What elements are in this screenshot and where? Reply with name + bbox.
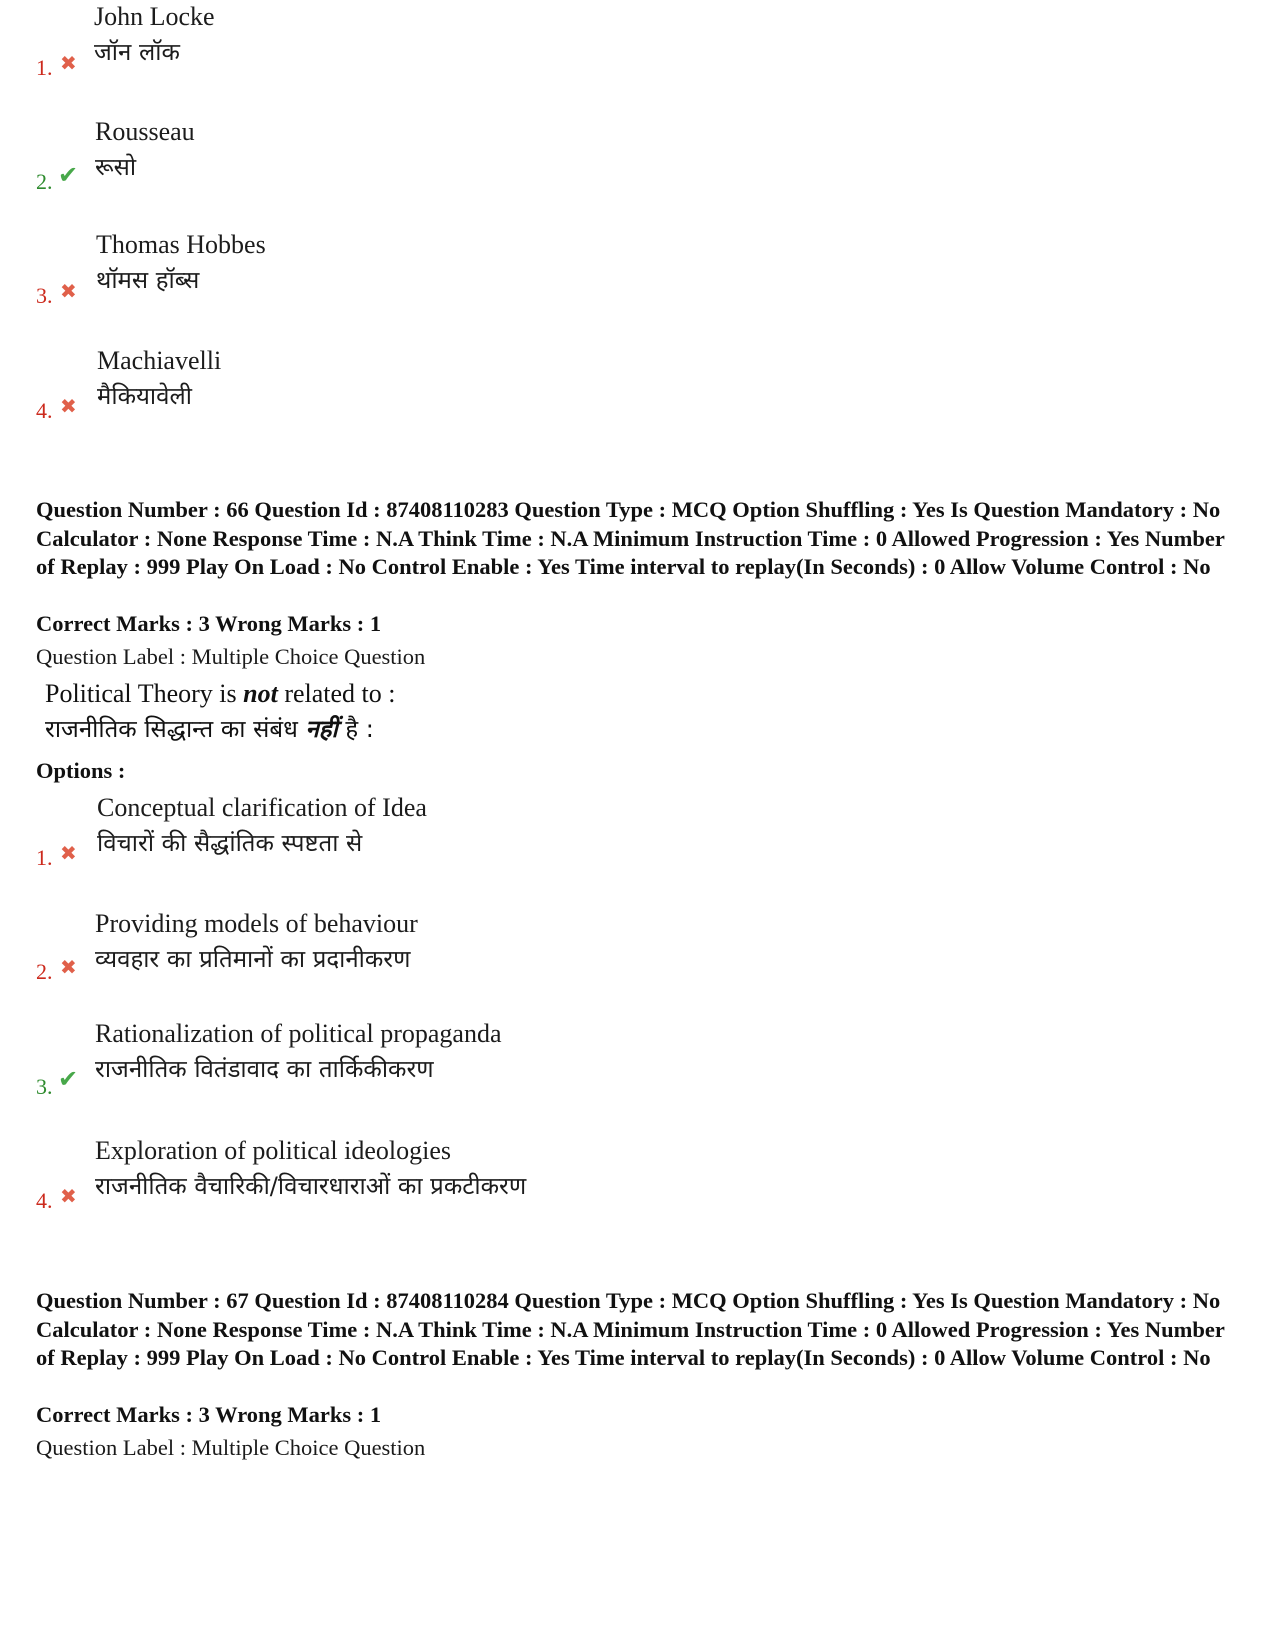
cross-icon: ✖ <box>60 53 77 75</box>
option-number: 4. <box>36 1188 53 1213</box>
options-heading: Options : <box>36 758 126 783</box>
option-row <box>0 1018 1275 1128</box>
option-text-hi: राजनीतिक वितंडावाद का तार्किकीकरण <box>95 1055 434 1083</box>
question-meta: Question Number : 66 Question Id : 87408110283 Question Type : MCQ Option Shuffling : Yes Is Question Mandatory : No Calculator : None Response Time : N.A Think Time : N.A Minimum Instruction Time : 0 Allowed Progression : Yes Number of Replay : 999 Play On Load : No Control Enable : Yes Time interval to replay(In Seconds) : 0 Allow Volume Control : No <box>36 497 1225 579</box>
option-text-en: Thomas Hobbes <box>96 230 266 259</box>
option-number: 2. <box>36 169 53 194</box>
cross-icon: ✖ <box>60 1186 77 1208</box>
option-text-hi: रूसो <box>95 153 137 181</box>
option-text-en: Conceptual clarification of Idea <box>97 793 427 822</box>
question-text-en-emphasis: not <box>243 679 278 708</box>
question-label: Question Label : Multiple Choice Question <box>36 1435 426 1460</box>
option-row <box>0 792 1275 902</box>
option-text-en: John Locke <box>94 2 215 31</box>
option-text-en: Exploration of political ideologies <box>95 1136 451 1165</box>
option-row <box>0 345 1275 455</box>
question-text-en <box>45 679 396 709</box>
option-text-en: Rousseau <box>95 117 195 146</box>
option-row <box>0 1135 1275 1245</box>
question-text-hi-emphasis: नहीं <box>305 715 338 743</box>
option-number: 3. <box>36 283 53 308</box>
option-text-en: Rationalization of political propaganda <box>95 1019 502 1048</box>
option-text-hi: व्यवहार का प्रतिमानों का प्रदानीकरण <box>95 945 411 973</box>
cross-icon: ✖ <box>60 281 77 303</box>
option-number: 1. <box>36 55 53 80</box>
cross-icon: ✖ <box>60 396 77 418</box>
question-text-en-post: related to : <box>277 679 396 708</box>
option-text-hi: राजनीतिक वैचारिकी/विचारधाराओं का प्रकटीकरण <box>95 1172 527 1200</box>
option-text-hi: विचारों की सैद्धांतिक स्पष्टता से <box>97 829 363 857</box>
option-row <box>0 0 1275 110</box>
option-text-en: Providing models of behaviour <box>95 909 418 938</box>
option-number: 4. <box>36 398 53 423</box>
option-text-hi: मैकियावेली <box>97 382 192 410</box>
question-text-hi <box>45 714 374 744</box>
option-text-en: Machiavelli <box>97 346 222 375</box>
cross-icon: ✖ <box>60 843 77 865</box>
option-number: 3. <box>36 1074 53 1099</box>
question-marks: Correct Marks : 3 Wrong Marks : 1 <box>36 611 382 636</box>
question-text-en-pre: Political Theory is <box>45 679 244 708</box>
option-text-hi: थॉमस हॉब्स <box>96 266 200 294</box>
cross-icon: ✖ <box>60 957 77 979</box>
option-text-hi: जॉन लॉक <box>94 38 180 66</box>
question-marks: Correct Marks : 3 Wrong Marks : 1 <box>36 1402 382 1427</box>
option-row <box>0 115 1275 225</box>
question-meta: Question Number : 67 Question Id : 87408110284 Question Type : MCQ Option Shuffling : Yes Is Question Mandatory : No Calculator : None Response Time : N.A Think Time : N.A Minimum Instruction Time : 0 Allowed Progression : Yes Number of Replay : 999 Play On Load : No Control Enable : Yes Time interval to replay(In Seconds) : 0 Allow Volume Control : No <box>36 1288 1225 1370</box>
check-icon: ✔ <box>58 1067 79 1093</box>
check-icon: ✔ <box>58 163 79 189</box>
question-label: Question Label : Multiple Choice Question <box>36 644 426 669</box>
question-text-hi-pre: राजनीतिक सिद्धान्त का संबंध <box>45 715 306 743</box>
question-text-hi-post: है : <box>337 715 374 743</box>
option-row <box>0 229 1275 339</box>
option-number: 1. <box>36 845 53 870</box>
option-number: 2. <box>36 959 53 984</box>
option-row <box>0 908 1275 1018</box>
